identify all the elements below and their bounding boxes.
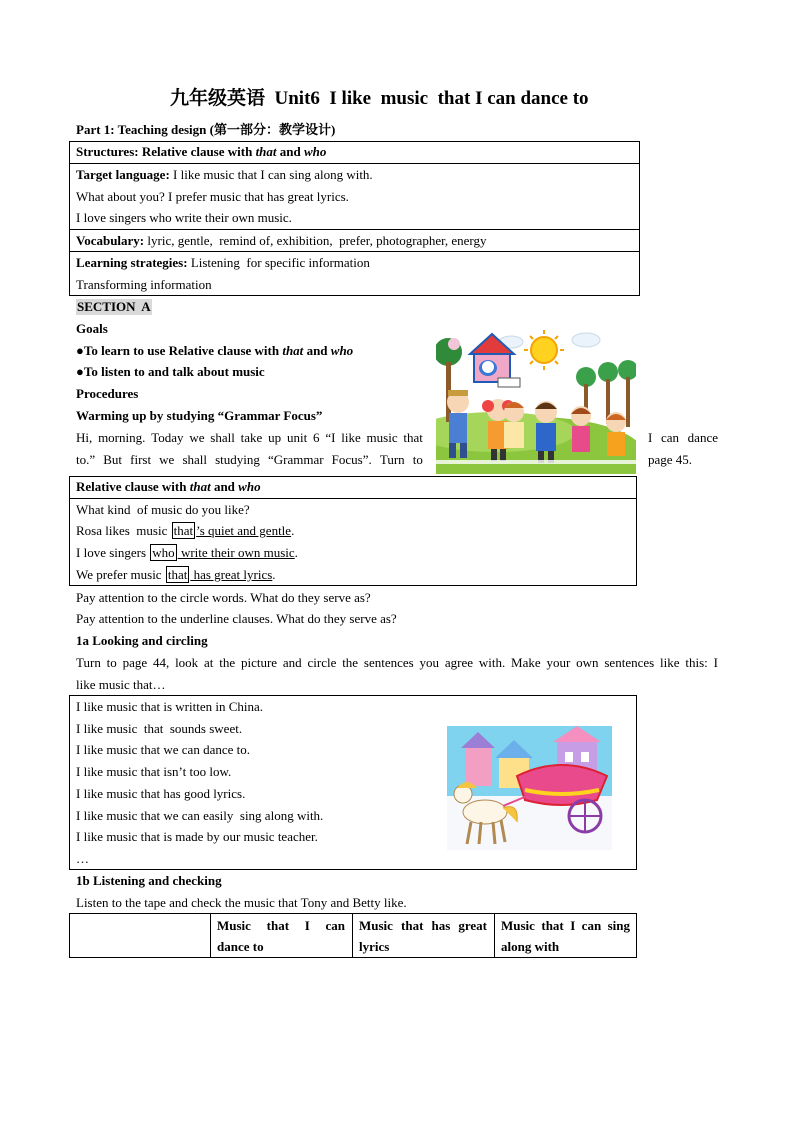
procedures-heading: Procedures: [76, 386, 139, 401]
section-a-label: SECTION A: [77, 299, 151, 314]
page-title: 九年级英语 Unit6 I like music that I can dance to: [170, 88, 589, 109]
grammar-focus-heading: Relative clause with that and who: [76, 479, 261, 494]
target-line-3: I love singers who write their own music.: [76, 210, 292, 225]
goals-heading: Goals: [76, 321, 108, 336]
strategies-line-2: Transforming information: [76, 277, 212, 292]
column-header-dance: Music that I can dance to: [217, 918, 345, 954]
grammar-question: What kind of music do you like?: [76, 502, 250, 517]
column-header-lyrics: Music that has great lyrics: [359, 918, 487, 954]
children-picture: [436, 322, 636, 474]
sentence-item: I like music that is written in China.: [76, 699, 264, 714]
sentence-item: I like music that is made by our music teacher.: [76, 829, 318, 844]
warming-line-1-left: Hi, morning. Today we shall take up unit 6 “I like music that: [76, 430, 423, 445]
carriage-illustration: [447, 726, 612, 850]
attention-line-2: Pay attention to the underline clauses. What do they serve as?: [76, 611, 397, 626]
warming-line-2-right: page 45.: [648, 452, 693, 467]
goal-2: ●To listen to and talk about music: [76, 364, 265, 379]
goal-1: ●To learn to use Relative clause with that and who: [76, 343, 354, 358]
strategies-row: Learning strategies: Listening for specific information: [76, 255, 370, 270]
structures-row: Structures: Relative clause with that and who: [76, 144, 327, 159]
vocabulary-row: Vocabulary: lyric, gentle, remind of, exhibition, prefer, photographer, energy: [76, 233, 487, 248]
sentence-item: I like music that we can dance to.: [76, 742, 250, 757]
part1-heading: Part 1: Teaching design (第一部分：教学设计): [76, 122, 336, 137]
target-language-row: Target language: I like music that I can sing along with.: [76, 167, 373, 182]
paragraph-1b: Listen to the tape and check the music that Tony and Betty like.: [76, 895, 407, 910]
warming-heading: Warming up by studying “Grammar Focus”: [76, 408, 323, 423]
children-illustration: [436, 322, 636, 474]
carriage-picture: [447, 726, 612, 850]
paragraph-1a-line-2: like music that…: [76, 677, 166, 692]
paragraph-1a-line-1: Turn to page 44, look at the picture and circle the sentences you agree with. Make your own sentences like this: I: [76, 655, 718, 670]
circled-word: that: [173, 523, 194, 538]
sentence-item: I like music that isn’t too low.: [76, 764, 232, 779]
sentence-item: I like music that sounds sweet.: [76, 721, 243, 736]
sentence-item: I like music that has good lyrics.: [76, 786, 246, 801]
heading-1b: 1b Listening and checking: [76, 873, 222, 888]
grammar-example-2: I love singers who write their own music.: [76, 545, 298, 560]
circled-word: that: [167, 567, 188, 582]
grammar-example-3: We prefer music that has great lyrics.: [76, 567, 276, 582]
grammar-example-1: Rosa likes music that ’s quiet and gentle.: [76, 523, 295, 538]
attention-line-1: Pay attention to the circle words. What do they serve as?: [76, 590, 371, 605]
warming-line-1-right: I can dance: [648, 430, 718, 445]
sentence-item: I like music that we can easily sing along with.: [76, 808, 324, 823]
target-line-2: What about you? I prefer music that has great lyrics.: [76, 189, 349, 204]
warming-line-2-left: to.” But first we shall studying “Grammar Focus”. Turn to: [76, 452, 423, 467]
circled-word: who: [152, 545, 175, 560]
sentence-item: …: [76, 851, 89, 866]
heading-1a: 1a Looking and circling: [76, 633, 208, 648]
column-header-sing-along: Music that I can sing along with: [501, 918, 630, 954]
